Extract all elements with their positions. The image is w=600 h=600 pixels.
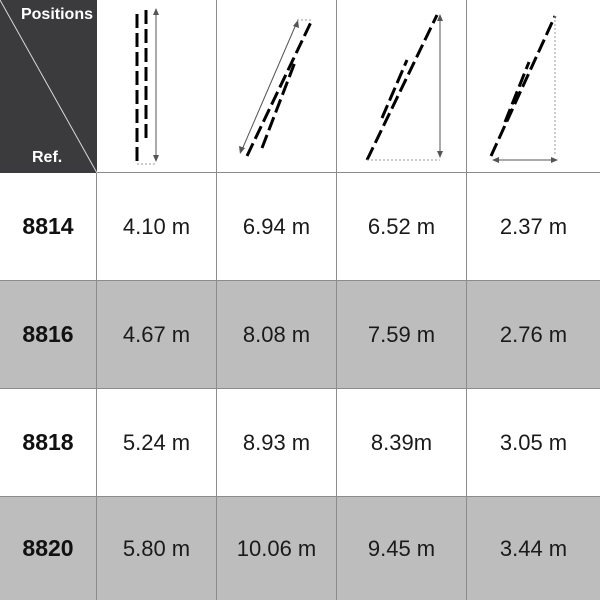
length-value: 3.05 m [499, 429, 568, 455]
length-value: 2.76 m [499, 321, 568, 347]
ref-header-label: Ref. [32, 149, 63, 166]
length-value: 5.24 m [122, 429, 191, 455]
table-cell [467, 281, 600, 389]
length-value: 8.39m [370, 429, 433, 455]
corner-diagonal-divider [0, 0, 97, 173]
table-cell [337, 497, 467, 600]
length-value: 9.45 m [367, 535, 436, 561]
position-header-vertical [97, 0, 217, 173]
length-value: 2.37 m [499, 213, 568, 239]
table-cell [217, 389, 337, 497]
table-cell [97, 281, 217, 389]
position-header-height [337, 0, 467, 173]
length-value: 4.10 m [122, 213, 191, 239]
ref-number: 8818 [22, 429, 74, 455]
table-corner-header [0, 0, 97, 173]
positions-header-label: Positions [20, 6, 93, 23]
table-row-ref [0, 389, 97, 497]
table-cell [337, 281, 467, 389]
table-row-ref [0, 497, 97, 600]
position-header-extended [217, 0, 337, 173]
ladder-leaning-extended-icon [217, 0, 336, 173]
table-cell [97, 389, 217, 497]
table-cell [337, 389, 467, 497]
table-cell [217, 173, 337, 281]
table-cell [337, 173, 467, 281]
ladder-vertical-icon [97, 0, 216, 173]
length-value: 3.44 m [499, 535, 568, 561]
position-header-base [467, 0, 600, 173]
table-row-ref [0, 281, 97, 389]
table-cell [467, 173, 600, 281]
length-value: 5.80 m [122, 535, 191, 561]
ref-number: 8820 [22, 535, 74, 561]
ladder-leaning-base-icon [467, 0, 600, 173]
table-cell [217, 497, 337, 600]
table-cell [467, 389, 600, 497]
length-value: 10.06 m [236, 535, 317, 561]
table-row-ref [0, 173, 97, 281]
ref-number: 8814 [22, 213, 74, 239]
ladder-leaning-height-icon [337, 0, 466, 173]
table-cell [97, 497, 217, 600]
length-value: 6.52 m [367, 213, 436, 239]
length-value: 7.59 m [367, 321, 436, 347]
table-cell [97, 173, 217, 281]
length-value: 8.08 m [242, 321, 311, 347]
ref-number: 8816 [22, 321, 74, 347]
length-value: 4.67 m [122, 321, 191, 347]
length-value: 8.93 m [242, 429, 311, 455]
length-value: 6.94 m [242, 213, 311, 239]
table-cell [467, 497, 600, 600]
table-cell [217, 281, 337, 389]
